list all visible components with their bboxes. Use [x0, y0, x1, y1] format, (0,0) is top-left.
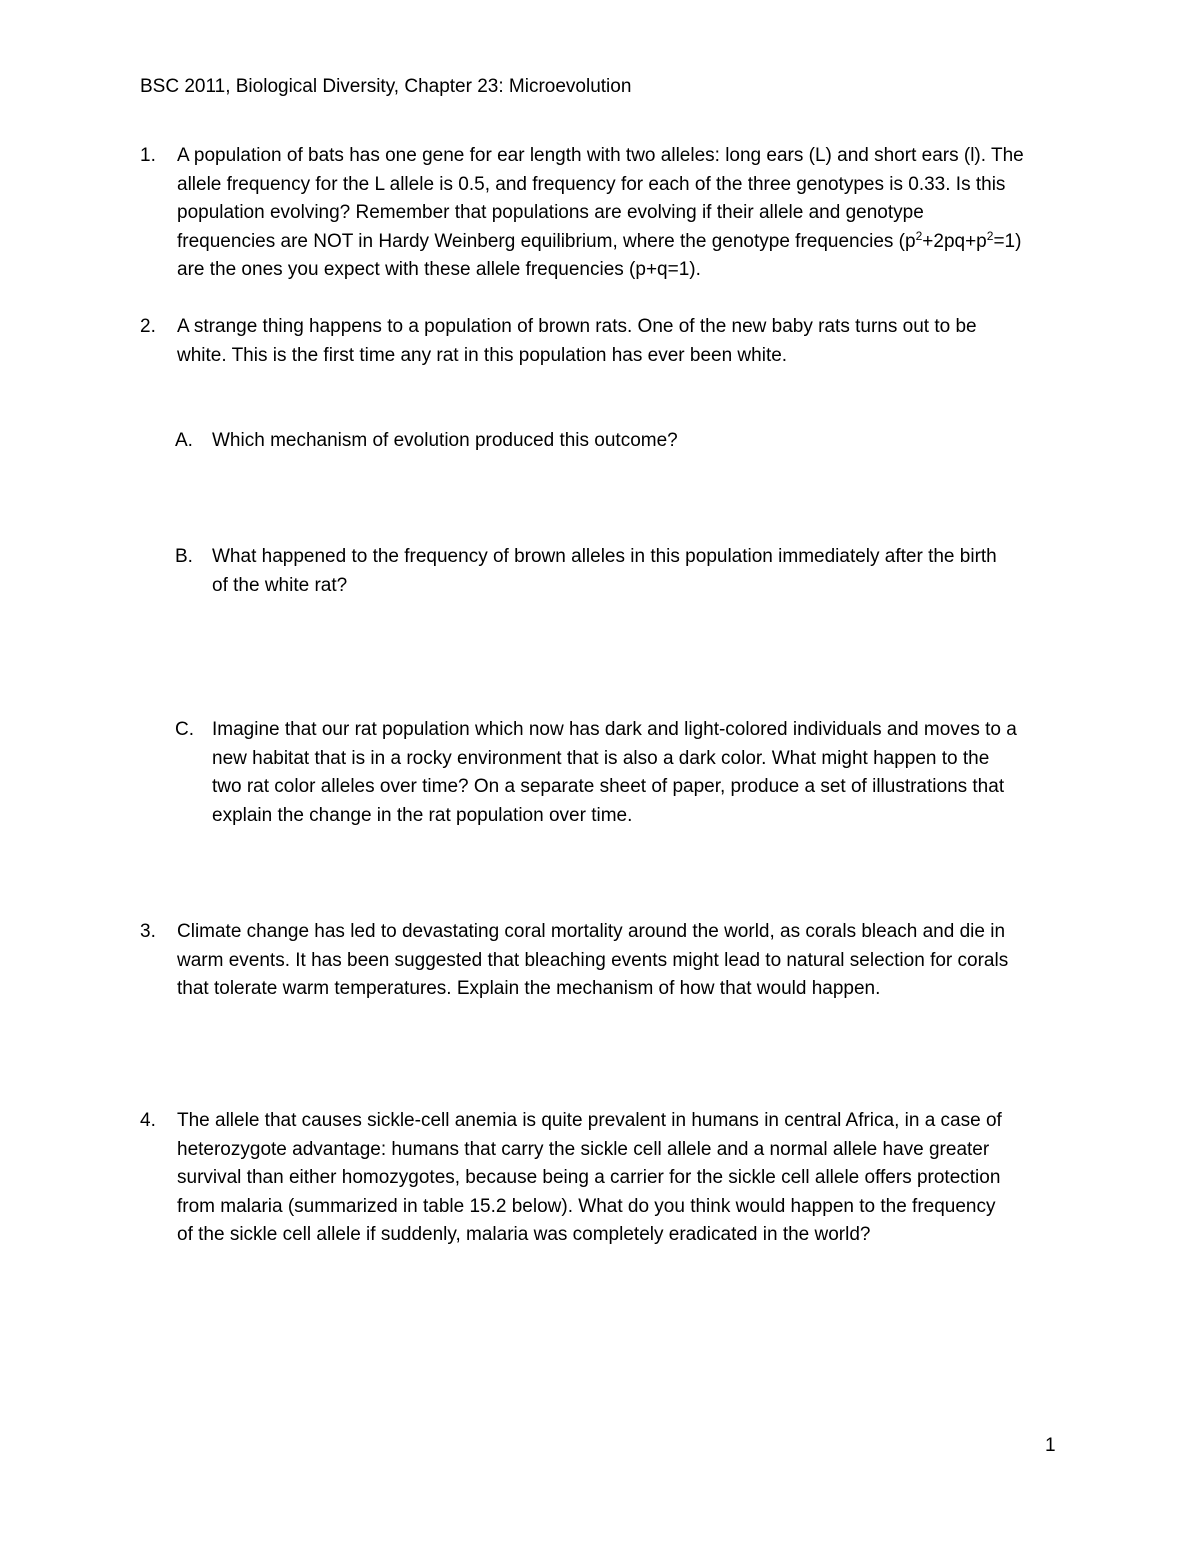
- subquestion-text: [212, 716, 1062, 830]
- text-line: What happened to the frequency of brown alleles in this population immediately after the birth: [212, 546, 997, 567]
- text-line: allele frequency for the L allele is 0.5, and frequency for each of the three genotypes is 0.33. Is this: [177, 173, 1006, 195]
- superscript: 2: [986, 228, 994, 243]
- text-line: Which mechanism of evolution produced this outcome?: [212, 430, 678, 451]
- subquestion-text: [212, 543, 1062, 600]
- subquestion-label: B.: [175, 546, 193, 567]
- subquestion-label: A.: [175, 430, 193, 451]
- text-line: A population of bats has one gene for ear length with two alleles: long ears (L) and short ears (l). The: [177, 145, 1024, 166]
- text-segment: frequencies are NOT in Hardy Weinberg equilibrium, where the genotype frequencies (p: [177, 230, 916, 252]
- question-number: 2.: [140, 316, 156, 337]
- text-line: that tolerate warm temperatures. Explain the mechanism of how that would happen.: [177, 978, 881, 999]
- question-number: 4.: [140, 1110, 156, 1131]
- text-line: Climate change has led to devastating coral mortality around the world, as corals bleach and die in: [177, 921, 1006, 942]
- subquestion-label: C.: [175, 719, 194, 740]
- page-number: 1: [1045, 1435, 1056, 1456]
- text-line: explain the change in the rat population over time.: [212, 804, 633, 826]
- text-line: of the white rat?: [212, 574, 348, 596]
- question-number: 1.: [140, 145, 156, 166]
- text-line: warm events. It has been suggested that bleaching events might lead to natural selection for corals: [177, 949, 1009, 971]
- text-line: The allele that causes sickle-cell anemia is quite prevalent in humans in central Africa, in a case of: [177, 1110, 1002, 1131]
- text-line: population evolving? Remember that populations are evolving if their allele and genotype: [177, 202, 924, 223]
- question-text: [177, 313, 1062, 370]
- text-line: heterozygote advantage: humans that carry the sickle cell allele and a normal allele have greater: [177, 1138, 990, 1160]
- page-header: BSC 2011, Biological Diversity, Chapter 23: Microevolution: [140, 76, 632, 97]
- text-line: are the ones you expect with these allele frequencies (p+q=1).: [177, 259, 701, 280]
- subquestion-text: [212, 427, 1062, 456]
- superscript: 2: [915, 228, 923, 243]
- question-number: 3.: [140, 921, 156, 942]
- question-text: [177, 142, 1062, 285]
- text-line: Imagine that our rat population which now has dark and light-colored individuals and moves to a: [212, 719, 1017, 740]
- text-line: from malaria (summarized in table 15.2 below). What do you think would happen to the frequency: [177, 1195, 996, 1217]
- text-line: white. This is the first time any rat in this population has ever been white.: [177, 344, 788, 366]
- text-line: two rat color alleles over time? On a separate sheet of paper, produce a set of illustrations that: [212, 776, 1005, 797]
- question-text: [177, 1107, 1062, 1250]
- question-text: [177, 918, 1062, 1004]
- text-line: survival than either homozygotes, because being a carrier for the sickle cell allele offers protection: [177, 1167, 1001, 1188]
- text-segment: +2pq+p: [922, 230, 987, 252]
- text-line: [177, 228, 1062, 257]
- text-line: of the sickle cell allele if suddenly, malaria was completely eradicated in the world?: [177, 1224, 871, 1245]
- text-segment: =1): [993, 230, 1022, 252]
- text-line: A strange thing happens to a population of brown rats. One of the new baby rats turns out to be: [177, 316, 977, 337]
- text-line: new habitat that is in a rocky environment that is also a dark color. What might happen to the: [212, 747, 990, 769]
